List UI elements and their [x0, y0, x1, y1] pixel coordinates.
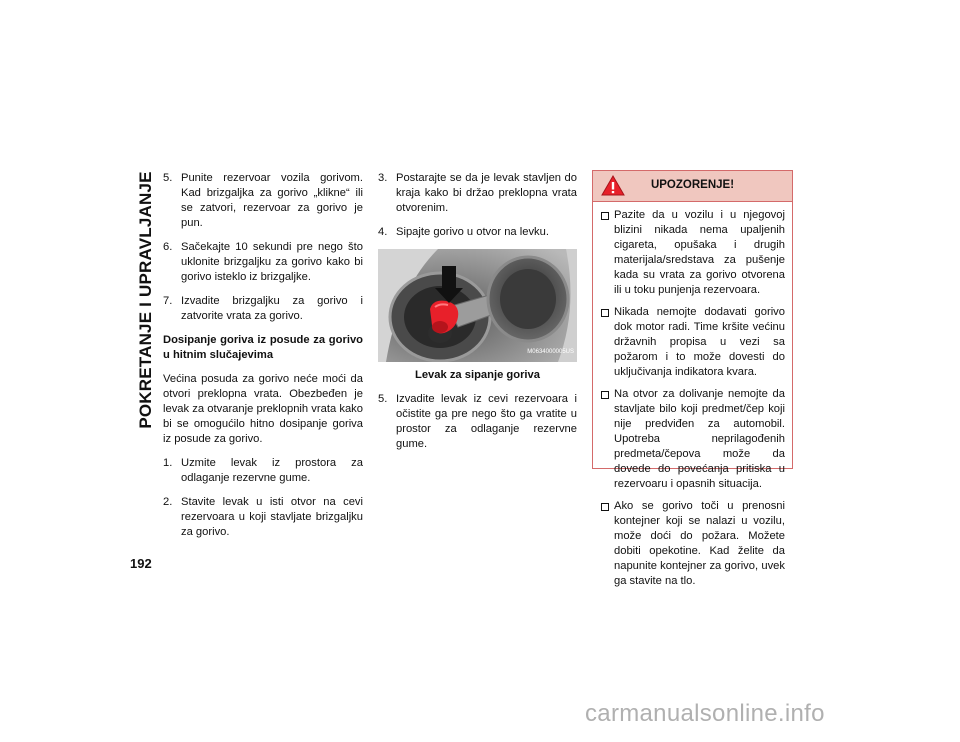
step-number: 2.	[163, 496, 173, 508]
square-bullet-icon	[601, 503, 609, 511]
step-number: 7.	[163, 295, 173, 307]
step-number: 3.	[378, 172, 388, 184]
warning-item	[600, 499, 785, 589]
text-column-1	[163, 171, 363, 549]
text-column-2	[378, 171, 577, 461]
step-number: 5.	[378, 393, 388, 405]
list-item	[163, 456, 363, 486]
step-text: Postarajte se da je levak stavljen do kraja kako bi držao preklopna vrata otvorenim.	[396, 172, 577, 214]
step-text: Sipajte gorivo u otvor na levku.	[396, 226, 549, 238]
fuel-funnel-photo	[378, 249, 577, 362]
step-number: 5.	[163, 172, 173, 184]
watermark-link[interactable]: carmanualsonline.info	[585, 700, 825, 727]
warning-text: Ako se gorivo toči u prenosni kontejner koji se nalazi u vozilu, može doći do požara. Možete dobiti opekotine. Kad želite da napunite kontejner za gorivo, uvek ga stavite na tlo.	[614, 500, 785, 587]
step-number: 4.	[378, 226, 388, 238]
list-item	[378, 225, 577, 240]
step-text: Uzmite levak iz prostora za odlaganje rezervne gume.	[181, 457, 363, 484]
step-text: Izvadite levak iz cevi rezervoara i očistite ga pre nego što ga vratite u prostor za odlaganje rezervne gume.	[396, 393, 577, 450]
warning-body	[593, 202, 792, 589]
figure-caption: Levak za sipanje goriva	[415, 369, 540, 381]
list-item	[378, 392, 577, 452]
square-bullet-icon	[601, 212, 609, 220]
step-text: Punite rezervoar vozila gorivom. Kad brizgaljka za gorivo „klikne“ ili se zatvori, rezervoar za gorivo je pun.	[181, 172, 363, 229]
warning-text: Na otvor za dolivanje nemojte da stavljate bilo koji predmet/čep koji nije predviđen za automobil. Upotreba neprilagođenih predmeta/čepova može da dovede do povećanja pritiska u rezervoaru i opasnih situacija.	[614, 388, 785, 490]
square-bullet-icon	[601, 309, 609, 317]
warning-text: Nikada nemojte dodavati gorivo dok motor radi. Time kršite većinu državnih propisa u vezi sa požarom i to može dovesti do uključivanja indikatora kvara.	[614, 306, 785, 378]
figure-code: M0634000005US	[527, 349, 574, 355]
step-text: Izvadite brizgaljku za gorivo i zatvorite vrata za gorivo.	[181, 295, 363, 322]
warning-text: Pazite da u vozilu i u njegovoj blizini nikada nema upaljenih cigareta, opušaka i drugih materijala/sredstava za pušenje kada su vrata za gorivo otvorena ili u toku punjenja rezervoara.	[614, 209, 785, 296]
section-side-title: POKRETANJE I UPRAVLJANJE	[136, 171, 155, 429]
warning-item	[600, 208, 785, 298]
list-item	[163, 240, 363, 285]
list-item	[378, 171, 577, 216]
step-text: Sačekajte 10 sekundi pre nego što uklonite brizgaljku za gorivo kako bi gorivo isteklo iz brizgaljke.	[181, 241, 363, 283]
list-item	[163, 171, 363, 231]
step-number: 6.	[163, 241, 173, 253]
warning-box	[592, 170, 793, 587]
warning-title: UPOZORENJE!	[650, 179, 735, 191]
body-paragraph: Većina posuda za gorivo neće moći da otvori preklopna vrata. Obezbeđen je levak za otvaranje preklopnih vrata kako bi se omogućilo hitno dosipanje goriva iz posude za gorivo.	[163, 373, 363, 445]
square-bullet-icon	[601, 391, 609, 399]
warning-item	[600, 305, 785, 380]
warning-item	[600, 387, 785, 492]
list-item	[163, 495, 363, 540]
list-item	[163, 294, 363, 324]
step-number: 1.	[163, 457, 173, 469]
warning-header	[593, 171, 792, 202]
section-heading: Dosipanje goriva iz posude za gorivo u hitnim slučajevima	[163, 334, 363, 361]
page-number: 192	[130, 556, 152, 571]
step-text: Stavite levak u isti otvor na cevi rezervoara u koji stavljate brizgaljku za gorivo.	[181, 496, 363, 538]
